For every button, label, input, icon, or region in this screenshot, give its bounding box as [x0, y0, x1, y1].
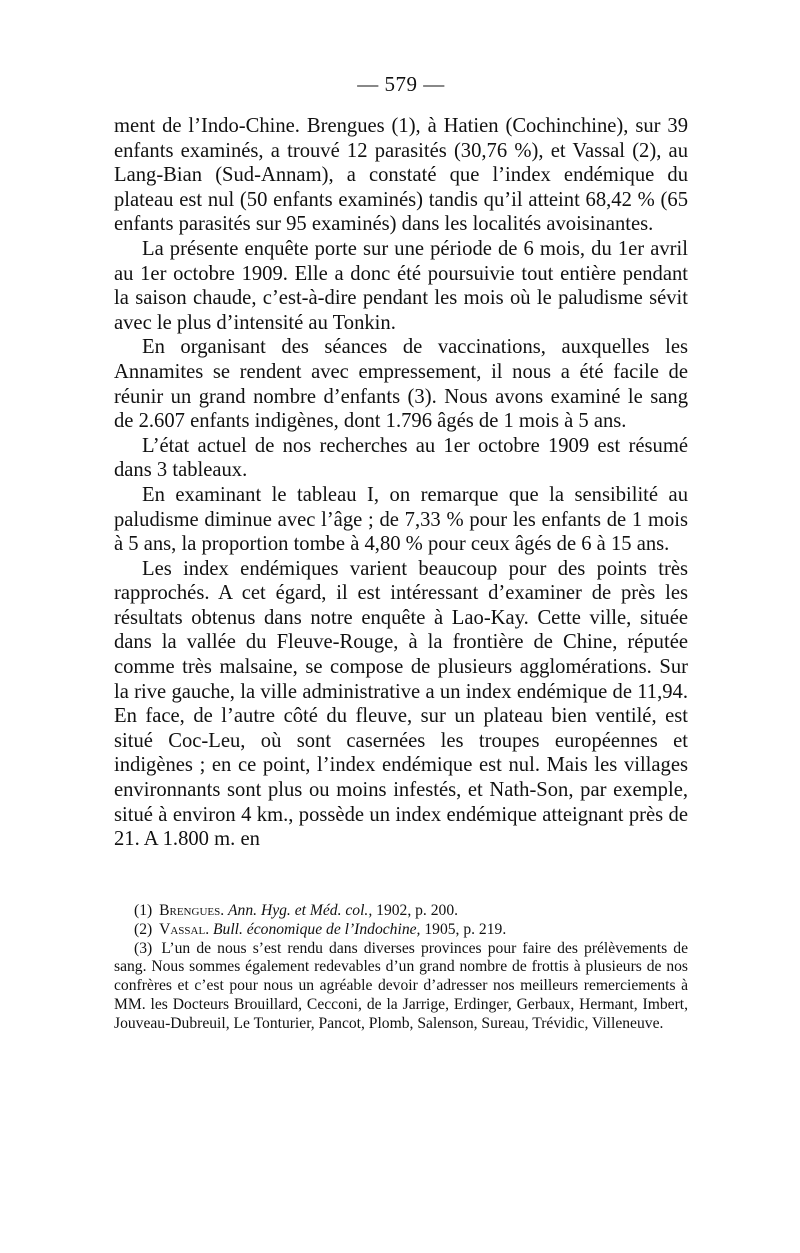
footnote-reference: 1902, p. 200.	[376, 902, 459, 919]
page-number: — 579 —	[357, 72, 445, 96]
footnote-author: Vassal.	[159, 920, 210, 938]
footnote-journal: Ann. Hyg. et Méd. col.,	[228, 902, 373, 919]
paragraph-1: ment de l’Indo-Chine. Brengues (1), à Hatien (Cochinchine), sur 39 enfants examinés, a trouvé 12 parasités (30,76 %), et Vassal (2), au Lang-Bian (Sud-Annam), a constaté que l’index endémique du plateau est nul (50 enfants examinés) tandis qu’il atteint 68,42 % (65 enfants parasités sur 95 examinés) dans les localités avoisinantes.	[114, 115, 688, 236]
footnote-reference: 1905, p. 219.	[424, 920, 507, 938]
document-page	[114, 0, 688, 1253]
paragraph-5: En examinant le tableau I, on remarque que la sensibilité au paludisme diminue avec l’âge ; de 7,33 % pour les enfants de 1 mois à 5 ans, la proportion tombe à 4,80 % pour ceux âgés de 6 à 15 ans.	[114, 483, 688, 556]
footnotes	[114, 902, 688, 1034]
paragraph-4: L’état actuel de nos recherches au 1er octobre 1909 est résumé dans 3 tableaux.	[114, 434, 688, 482]
paragraph-3: En organisant des séances de vaccinations, auxquelles les Annamites se rendent avec empressement, il nous a été facile de réunir un grand nombre d’enfants (3). Nous avons examiné le sang de 2.607 enfants indigènes, dont 1.796 âgés de 1 mois à 5 ans.	[114, 336, 688, 433]
footnote-2	[114, 921, 688, 940]
body-text	[114, 114, 688, 852]
footnote-author: Brengues.	[159, 902, 225, 919]
footnote-number: (2)	[134, 920, 153, 938]
paragraph-2: La présente enquête porte sur une période de 6 mois, du 1er avril au 1er octobre 1909. Elle a donc été poursuivie tout entière pendant la saison chaude, c’est-à-dire pendant les mois où le paludisme sévit avec le plus d’intensité au Tonkin.	[114, 237, 688, 334]
footnote-number: (3)	[134, 939, 153, 957]
footnote-3	[114, 940, 688, 1034]
footnote-number: (1)	[134, 902, 153, 919]
footnote-journal: Bull. économique de l’Indochine,	[213, 920, 421, 938]
footnote-text: L’un de nous s’est rendu dans diverses provinces pour faire des prélèvements de sang. Nous sommes également redevables d’un grand nombre de frottis à plusieurs de nos confrères et c’est pour nous un agréable devoir d’adresser nos meilleurs remerciements à MM. les Docteurs Brouillard, Cecconi, de la Jarrige, Erdinger, Gerbaux, Hermant, Imbert, Jouveau-Dubreuil, Le Tonturier, Pancot, Plomb, Salenson, Sureau, Trévidic, Villeneuve.	[114, 939, 688, 1032]
footnote-1	[114, 902, 688, 921]
paragraph-6: Les index endémiques varient beaucoup pour des points très rapprochés. A cet égard, il est intéressant d’examiner de près les résultats obtenus dans notre enquête à Lao-Kay. Cette ville, située dans la vallée du Fleuve-Rouge, à la frontière de Chine, réputée comme très malsaine, se compose de plusieurs agglomérations. Sur la rive gauche, la ville administrative a un index endémique de 11,94. En face, de l’autre côté du fleuve, sur un plateau bien ventilé, est situé Coc-Leu, où sont casernées les troupes européennes et indigènes ; en ce point, l’index endémique est nul. Mais les villages environnants sont plus ou moins infestés, et Nath-Son, par exemple, situé à environ 4 km., possède un index endémique atteignant près de 21. A 1.800 m. en	[114, 557, 688, 851]
